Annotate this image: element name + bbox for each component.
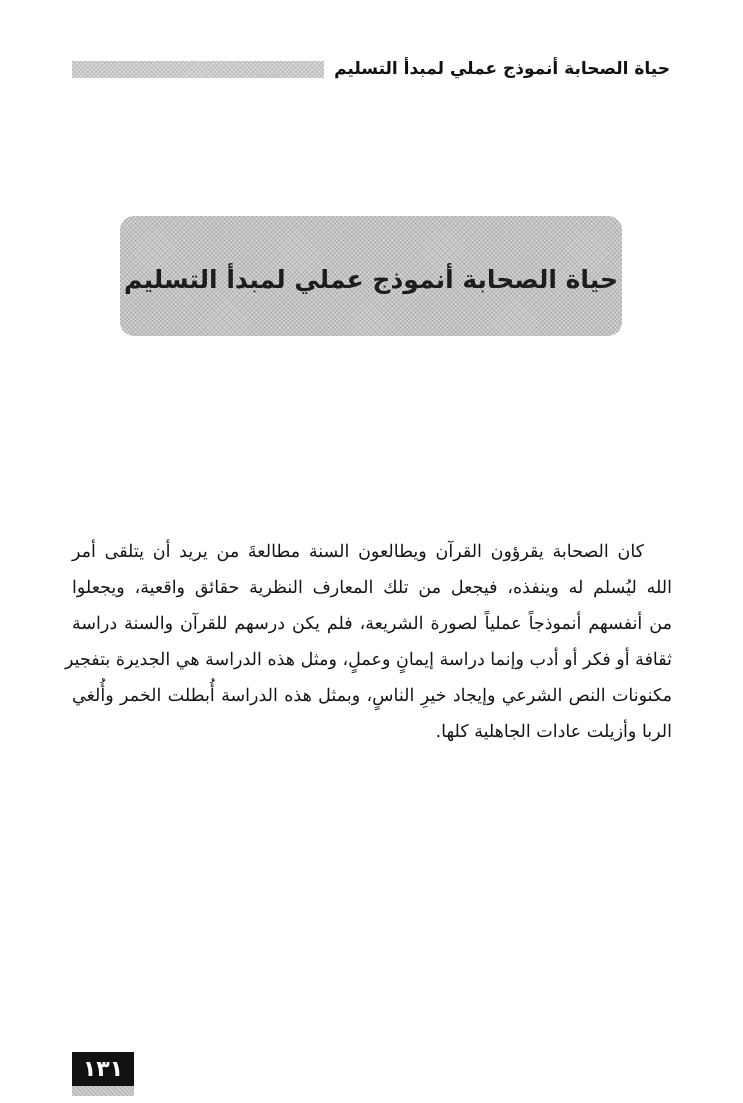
running-header-title: حياة الصحابة أنموذج عملي لمبدأ التسليم — [334, 59, 670, 79]
page-number-shade — [72, 1086, 134, 1096]
body-paragraph — [65, 534, 672, 750]
running-header — [72, 56, 670, 82]
paragraph-line: ثقافة أو فكر أو أدب وإنما دراسة إيمانٍ وعملٍ، ومثل هذه الدراسة هي الجديرة بتفجير — [65, 650, 672, 670]
chapter-title-box — [120, 216, 622, 336]
page-number: ١٣١ — [72, 1052, 134, 1086]
paragraph-line: كان الصحابة يقرؤون القرآن ويطالعون السنة مطالعةَ من يريد أن يتلقى أمر — [72, 542, 644, 562]
paragraph-line: الله ليُسلم له وينفذه، فيجعل من تلك المعارف النظرية حقائق واقعية، ويجعلوا — [72, 578, 672, 598]
paragraph-line: مكنونات النص الشرعي وإيجاد خيرِ الناسٍ، وبمثل هذه الدراسة أُبطلت الخمر وأُلغي — [72, 686, 672, 706]
header-decorative-rule — [72, 61, 324, 78]
chapter-title: حياة الصحابة أنموذج عملي لمبدأ التسليم — [124, 264, 618, 294]
paragraph-line: من أنفسهم أنموذجاً عملياً لصورة الشريعة، فلم يكن درسهم للقرآن والسنة دراسة — [72, 614, 672, 634]
paragraph-line: الربا وأزيلت عادات الجاهلية كلها. — [435, 722, 672, 742]
